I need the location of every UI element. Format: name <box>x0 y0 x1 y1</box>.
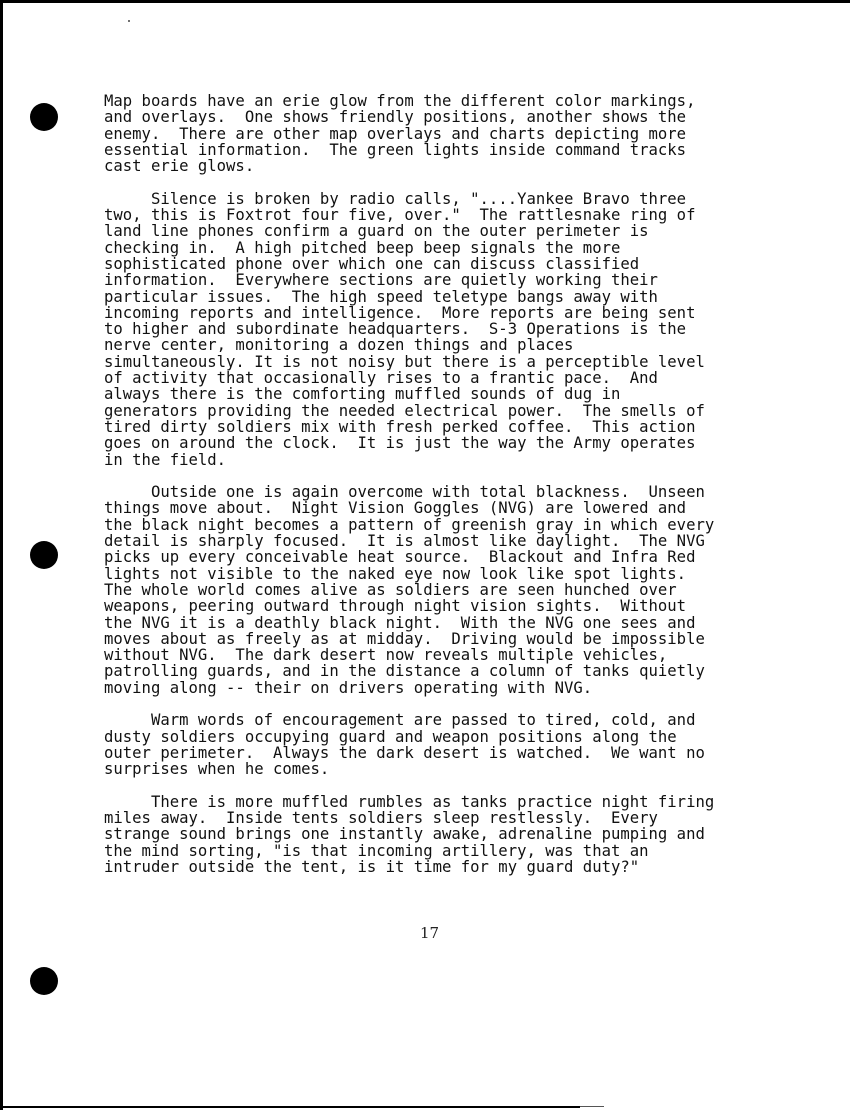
text-line: simultaneously. It is not noisy but there is a perceptible level <box>104 352 705 371</box>
text-line: the black night becomes a pattern of greenish gray in which every <box>104 515 715 534</box>
text-line: miles away. Inside tents soldiers sleep restlessly. Every <box>104 809 658 828</box>
punch-hole-bottom <box>30 967 58 995</box>
text-line: picks up every conceivable heat source. Blackout and Infra Red <box>104 548 696 567</box>
punch-hole-top <box>30 103 58 131</box>
text-line: always there is the comforting muffled sounds of dug in <box>104 385 621 404</box>
text-line: things move about. Night Vision Goggles (NVG) are lowered and <box>104 499 687 518</box>
text-line: the mind sorting, "is that incoming artillery, was that an <box>104 841 649 860</box>
text-line: Warm words of encouragement are passed to tired, cold, and <box>104 711 696 730</box>
text-line: two, this is Foxtrot four five, over." The rattlesnake ring of <box>104 206 696 225</box>
text-line: without NVG. The dark desert now reveals multiple vehicles, <box>104 646 668 665</box>
paragraph-encouragement <box>104 712 804 777</box>
text-line: sophisticated phone over which one can discuss classified <box>104 254 640 273</box>
paragraph-map-boards <box>104 93 804 174</box>
text-line: land line phones confirm a guard on the outer perimeter is <box>104 222 649 241</box>
text-line: enemy. There are other map overlays and charts depicting more <box>104 124 687 143</box>
text-line: There is more muffled rumbles as tanks practice night firing <box>104 792 715 811</box>
text-line: patrolling guards, and in the distance a column of tanks quietly <box>104 662 705 681</box>
text-line: generators providing the needed electrical power. The smells of <box>104 401 705 420</box>
punch-hole-middle <box>30 541 58 569</box>
text-line: and overlays. One shows friendly positions, another shows the <box>104 108 687 127</box>
text-line: detail is sharply focused. It is almost like daylight. The NVG <box>104 532 705 551</box>
body-text <box>104 93 804 892</box>
paragraph-muffled-rumbles <box>104 794 804 875</box>
text-line: incoming reports and intelligence. More reports are being sent <box>104 303 696 322</box>
text-line: particular issues. The high speed teletype bangs away with <box>104 287 658 306</box>
scan-border-bottom <box>0 1106 580 1108</box>
text-line: intruder outside the tent, is it time for my guard duty?" <box>104 857 640 876</box>
text-line: moving along -- their on drivers operating with NVG. <box>104 678 593 697</box>
text-line: Silence is broken by radio calls, "....Yankee Bravo three <box>104 189 687 208</box>
paragraph-night-vision <box>104 484 804 696</box>
scan-border-bottom-fragment <box>580 1106 604 1107</box>
scan-speck <box>128 20 130 22</box>
text-line: the NVG it is a deathly black night. With the NVG one sees and <box>104 613 696 632</box>
text-line: to higher and subordinate headquarters. S-3 Operations is the <box>104 320 687 339</box>
page-number: 17 <box>420 924 440 942</box>
paragraph-radio-calls <box>104 191 804 468</box>
text-line: The whole world comes alive as soldiers are seen hunched over <box>104 580 677 599</box>
text-line: checking in. A high pitched beep beep signals the more <box>104 238 621 257</box>
text-line: tired dirty soldiers mix with fresh perked coffee. This action <box>104 417 696 436</box>
text-line: outer perimeter. Always the dark desert is watched. We want no <box>104 743 705 762</box>
text-line: dusty soldiers occupying guard and weapon positions along the <box>104 727 677 746</box>
scan-border-left <box>0 0 3 1110</box>
text-line: Outside one is again overcome with total blackness. Unseen <box>104 483 705 502</box>
text-line: essential information. The green lights inside command tracks <box>104 140 687 159</box>
text-line: cast erie glows. <box>104 157 255 176</box>
text-line: nerve center, monitoring a dozen things and places <box>104 336 574 355</box>
text-line: Map boards have an erie glow from the different color markings, <box>104 92 696 110</box>
text-line: goes on around the clock. It is just the way the Army operates <box>104 434 696 453</box>
text-line: strange sound brings one instantly awake, adrenaline pumping and <box>104 825 705 844</box>
text-line: weapons, peering outward through night vision sights. Without <box>104 597 687 616</box>
text-line: moves about as freely as at midday. Driving would be impossible <box>104 629 705 648</box>
text-line: surprises when he comes. <box>104 760 330 779</box>
text-line: in the field. <box>104 450 227 469</box>
scan-border-top <box>0 0 850 3</box>
text-line: lights not visible to the naked eye now look like spot lights. <box>104 564 687 583</box>
text-line: information. Everywhere sections are quietly working their <box>104 271 658 290</box>
text-line: of activity that occasionally rises to a frantic pace. And <box>104 369 658 388</box>
